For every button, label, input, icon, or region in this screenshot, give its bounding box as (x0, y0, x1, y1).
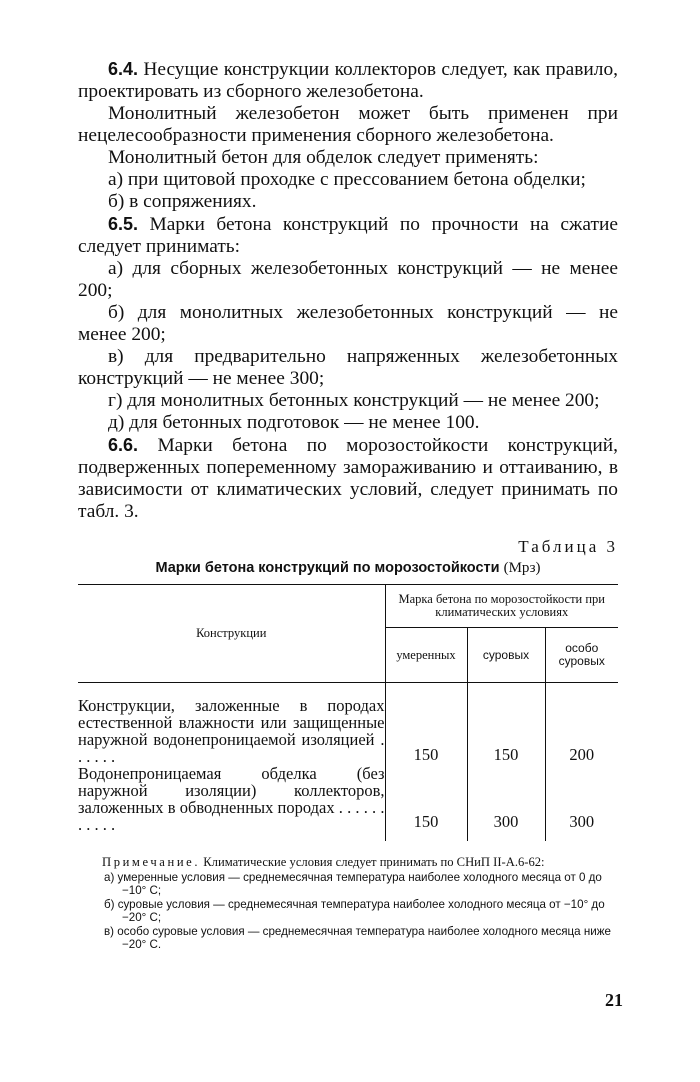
list-item: в) особо суровые условия — среднемесячная температура наиболее холодного месяца ниже −20° С. (104, 924, 611, 952)
table-title-suffix: (Мрз) (503, 560, 541, 576)
paragraph-monolith: Монолитный железобетон может быть применен при нецелесообразности применения сборного железобетона. (78, 103, 618, 146)
note-text: Климатические условия следует принимать по СНиП II-А.6-62: (203, 855, 545, 869)
clause-text: Марки бетона по морозостойкости конструкций, подверженных попеременному замораживанию и оттаиванию, в зависимости от климатических условий, следует принимать по табл. 3. (78, 435, 618, 522)
row-construction-name: Конструкции, заложенные в породах естественной влажности или защищенные наружной водонепроницаемой изоляцией . . . . . . (78, 696, 385, 766)
table-caption: Таблица 3 (518, 537, 618, 556)
note-list (78, 871, 618, 951)
table-title-text: Марки бетона конструкций по морозостойкости (155, 560, 500, 576)
list-item: г) для монолитных бетонных конструкций — не менее 200; (108, 390, 600, 411)
page-number: 21 (605, 990, 623, 1010)
header-moderate: умеренных (385, 628, 467, 683)
table-row (78, 683, 618, 766)
page-body (78, 58, 618, 951)
list-item: б) в сопряжениях. (108, 191, 257, 212)
table-note (78, 855, 618, 951)
table-row (78, 765, 618, 841)
row-construction-name: Водонепроницаемая обделка (без наружной изоляции) коллекторов, заложенных в обводненных породах . . . . . . . . . . . (78, 764, 385, 834)
clause-text: Марки бетона конструкций по прочности на сжатие следует принимать: (78, 214, 618, 257)
clause-number: 6.5. (108, 214, 139, 234)
value-very-severe: 200 (545, 683, 618, 766)
list-item: а) умеренные условия — среднемесячная температура наиболее холодного месяца от 0 до −10° С; (104, 871, 602, 898)
note-label: Примечание. (102, 855, 201, 869)
header-severe: суровых (467, 628, 545, 683)
value-severe: 300 (467, 765, 545, 841)
list-item: а) при щитовой проходке с прессованием бетона обделки; (108, 169, 586, 190)
value-very-severe: 300 (545, 765, 618, 841)
list-item: а) для сборных железобетонных конструкций — не менее 200; (78, 258, 618, 301)
value-moderate: 150 (385, 765, 467, 841)
value-severe: 150 (467, 683, 545, 766)
list-item: в) для предварительно напряженных железобетонных конструкций — не менее 300; (78, 346, 618, 389)
paragraph-6-5 (78, 213, 618, 258)
frost-resistance-table (78, 584, 618, 841)
clause-number: 6.6. (108, 435, 139, 455)
header-very-severe: особо суровых (545, 628, 618, 683)
list-item: б) для монолитных железобетонных конструкций — не менее 200; (78, 302, 618, 345)
paragraph-lining-intro: Монолитный бетон для обделок следует применять: (108, 147, 539, 168)
note-intro (78, 855, 618, 869)
header-group: Марка бетона по морозостойкости при климатических условиях (385, 585, 618, 628)
clause-text: Несущие конструкции коллекторов следует, как правило, проектировать из сборного железобетона. (78, 59, 618, 102)
value-moderate: 150 (385, 683, 467, 766)
table-title (78, 558, 618, 578)
clause-number: 6.4. (108, 59, 139, 79)
list-item: д) для бетонных подготовок — не менее 100. (108, 412, 480, 433)
header-construction: Конструкции (78, 585, 385, 683)
paragraph-6-4 (78, 58, 618, 103)
list-item: б) суровые условия — среднемесячная температура наиболее холодного месяца от −10° до −20° С; (104, 897, 605, 925)
paragraph-6-6 (78, 434, 618, 523)
